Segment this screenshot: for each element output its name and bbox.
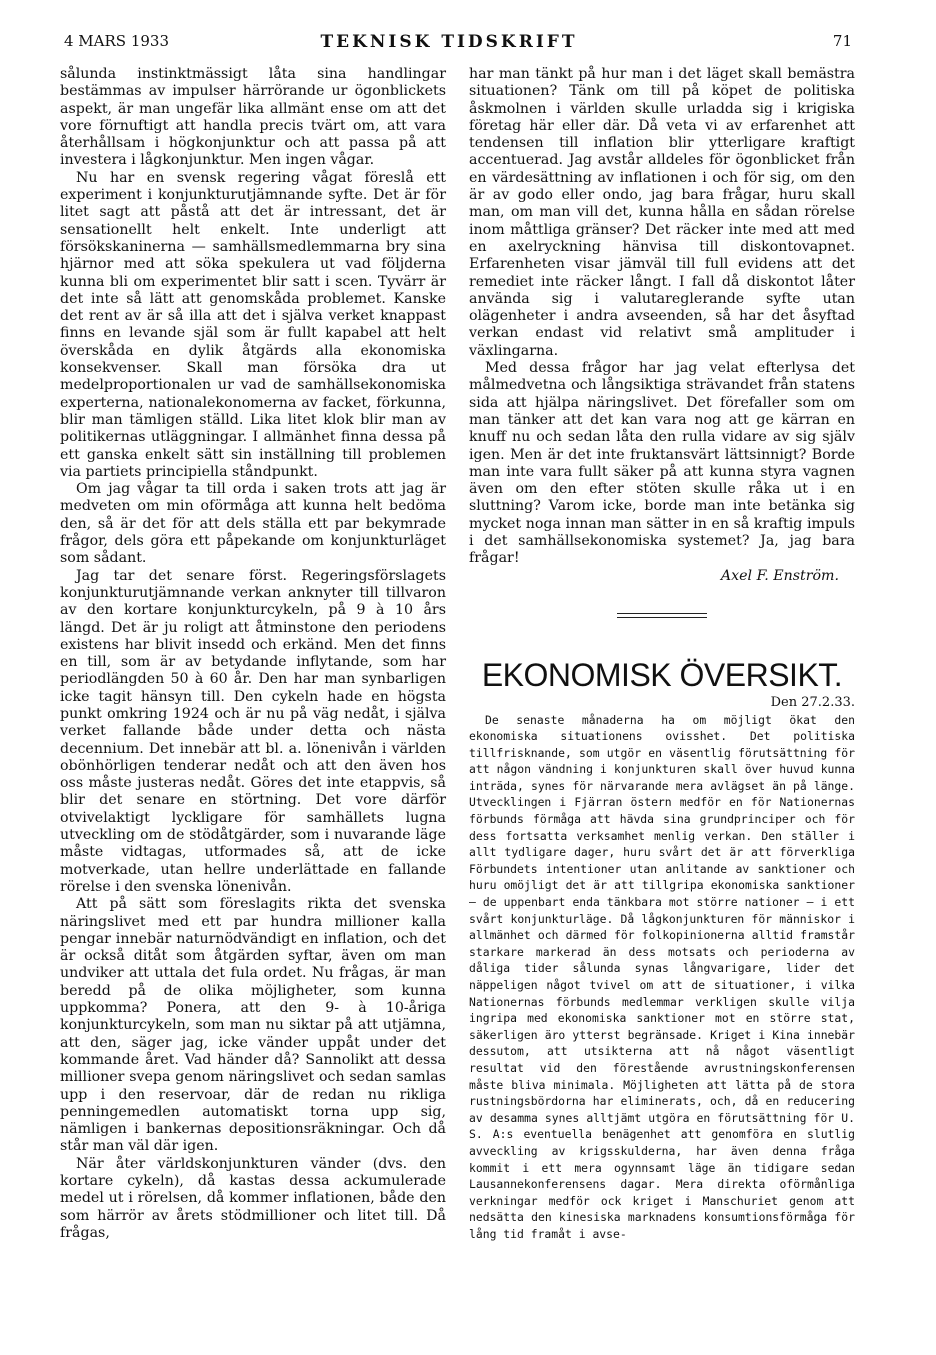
paragraph: Nu har en svensk regering vågat föreslå ett experiment i konjunkturutjämnande syfte. Det är för litet sagt att påstå att det är intressant, det är sensationellt helt enkelt. Inte underligt att försökskaninerna — samhällsmedlemmarna bry sina hjärnor med att söka spekulera ut vad följderna kunna bli om experimentet blir satt i scen. Tyvärr är det inte så lätt att genomskåda problemet. Kanske det rent av är så illa att det i själva verket knappast finns en levande själ som är fullt kapabel att helt överskåda en dylik åtgärds alla ekonomiska konsekvenser. Skall man försöka dra ut medelproportionalen ur vad de samhällsekonomiska experterna, nationalekonomerna av facket, förkunna, blir man tämligen ställd. Lika litet klok blir man av politikernas utläggningar. I allmänhet finna dessa på ett ganska enkelt sätt sin inställning till problemen via partiets principiella ståndpunkt. bbox=[60, 169, 446, 480]
paragraph: Att på sätt som föreslagits rikta det svenska näringslivet med ett par hundra millioner kalla pengar innebär naturnödvändigt en inflation, och det är också ditåt som åtgärden syftar, även om man undviker att uttala det fula ordet. Nu frågas, är man beredd på de olika möjligheter, som kunna uppkomma? Ponera, att den 9- à 10-åriga konjunkturcykeln, som man nu siktar på att utjämna, att den, säger jag, icke vänder uppåt under det kommande året. Vad händer då? Sannolikt att dessa millioner svepa genom näringslivet och sedan samlas upp i den reservoar, där de redan nu rikliga penningemedlen automatiskt torna upp sig, nämligen i bankernas depositionsräkningar. Och då står man väl där igen. bbox=[60, 896, 446, 1155]
paragraph: Jag tar det senare först. Regeringsförslagets konjunkturutjämnande verkan anknyter till tillvaron av den kortare konjunkturcykeln, på 9 à 10 års längd. Det är ju roligt att åtminstone den periodens existens har blivit insedd och erkänd. Men det finns en till, som är av betydande inflytande, som har periodlängden 50 à 60 år. Den har man synbarligen icke tagit hänsyn till. Den cykeln hade en högsta punkt omkring 1924 och är nu på väg nedåt, i själva verket fallande både under detta och nästa decennium. Det innebär att bl. a. lönenivån i världen obönhörligen tenderar nedåt och att den även hos oss måste justeras nedåt. Göres det inte etappvis, så blir det senare en störtning. Det vore därför otvivelaktigt lyckligare för samhällets lugna utveckling om de stödåtgärder, som i nuvarande läge måste vidtagas, utformades så, att de icke motverkade, utan hellre underlättade en fallande rörelse i den svenska lönenivån. bbox=[60, 567, 446, 895]
left-column bbox=[60, 66, 446, 1242]
issue-date: 4 MARS 1933 bbox=[64, 32, 170, 50]
paragraph: Med dessa frågor har jag velat efterlysa det målmedvetna och långsiktiga strävandet från statens sida att hjälpa näringslivet. Det förefaller som om man tänker att det kan vara nog att ge kärran en knuff nu och sedan låta den rulla vidare av sig själv igen. Men är det inte fruktansvärt lättsinnigt? Borde man inte vara fullt säker på att kunna styra vagnen även om den efter stöten skulle råka ut i en sluttning? Varom icke, borde man inte betänka sig mycket noga innan man sätter in en så kraftig impuls i det samhällsekonomiska systemet? Ja, jag bara frågar! bbox=[469, 360, 855, 567]
paragraph: När åter världskonjunkturen vänder (dvs. den kortare cykeln), då kastas dessa ackumulerade medel ut i rörelsen, då kommer inflationen, både den som härrör av årets stödmillioner och litet till. Då frågas, bbox=[60, 1155, 446, 1241]
right-column bbox=[469, 66, 855, 1243]
author-signature: Axel F. Enström. bbox=[720, 567, 839, 584]
paragraph: Om jag vågar ta till orda i saken trots att jag är medveten om min oförmåga att kunna helt bedöma den, så är det för att dels ställa ett par bekymrade frågor, dels göra ett påpekande om konjunkturläget som sådant. bbox=[60, 481, 446, 567]
section-date: Den 27.2.33. bbox=[770, 695, 855, 711]
page-header bbox=[40, 32, 858, 52]
section-body: De senaste månaderna ha om möjligt ökat den ekonomiska situationens ovisshet. Det politiska tillfrisknande, som utgör en väsentlig förutsättning för att någon vändning i konjunkturen skall över huvud kunna inträda, synes för närvarande mera avlägset än på länge. Utvecklingen i Fjärran östern medför en för Nationernas förbunds förmåga att hävda sina grundprinciper och för dess fortsatta verksamhet menlig verkan. Den ställer i allt tydligare dager, huru svårt det är att förverkliga Förbundets intentioner utan anlitande av sanktioner och huru omöjligt det är att tillgripa ekonomiska sanktioner — de uppenbart enda tänkbara mot större nationer — i ett svårt konjunkturläge. Då lågkonjunkturen för människor i allmänhet och därmed för folkopinionerna alltid framstår starkare markerad än dess motsats och perioderna av dåliga tider sålunda synas långvarigare, lider det näppeligen något tvivel om att de situationer, i vilka Nationernas förbunds medlemmar verkligen skulle vilja ingripa med ekonomiska sanktioner mot en större stat, säkerligen äro ytterst begränsade. Kriget i Kina innebär dessutom, att utsikterna att nå något väsentligt resultat vid den förestående avrustningskonferensen måste bliva minimala. Möjligheten att lätta på de stora rustningsbördorna har eliminerats, och, då en reducering av desamma synes alltjämt utgöra en förutsättning för U. S. A:s eventuella benägenhet att genomföra en slutlig avveckling av krigsskulderna, har även denna fråga kommit i ett mera ogynnsamt läge än tidigare sedan Lausannekonferensens dagar. Mera direkta oförmånliga verkningar medför ock kriget i Manschuriet genom att nedsätta den kinesiska marknadens konsumtionsförmåga för lång tid framåt i avse- bbox=[469, 712, 855, 1241]
paragraph: sålunda instinktmässigt låta sina handlingar bestämmas av impulser härrörande ur ögonblickets aspekt, är man ungefär lika allmänt ense om att det vore förnuftigt att handla precis tvärt om, att vara återhållsam i högkonjunktur och att passa på att investera i lågkonjunktur. Men ingen vågar. bbox=[60, 66, 446, 169]
paragraph: har man tänkt på hur man i det läget skall bemästra situationen? Tänk om till på köpet de politiska åskmolnen i världen skulle urladda sig i krigiska företag här eller där. Då veta vi av erfarenhet att tendensen till inflation blir ytterligare kraftigt accentuerad. Jag avstår alldeles för ögonblicket från en värdesättning av inflationen i och för sig, om den är av godo eller ondo, jag bara frågar, huru skall man, om man vill det, kunna hålla en sådan rörelse inom måttliga gränser? Det räcker inte med att med en axelryckning hänvisa till diskontovapnet. Erfarenheten visar jämväl till full evidens att det remediet inte räcker långt. I fall då diskontot låter använda sig i valutareglerande syfte utan olägenheter i andra avseenden, så har det åsyftad verkan endast vid relativt små amplituder i växlingarna. bbox=[469, 66, 855, 359]
page-number: 71 bbox=[832, 32, 852, 50]
section-divider bbox=[617, 613, 707, 621]
section-title: EKONOMISK ÖVERSIKT. bbox=[481, 656, 843, 693]
journal-title: TEKNISK TIDSKRIFT bbox=[320, 32, 578, 52]
